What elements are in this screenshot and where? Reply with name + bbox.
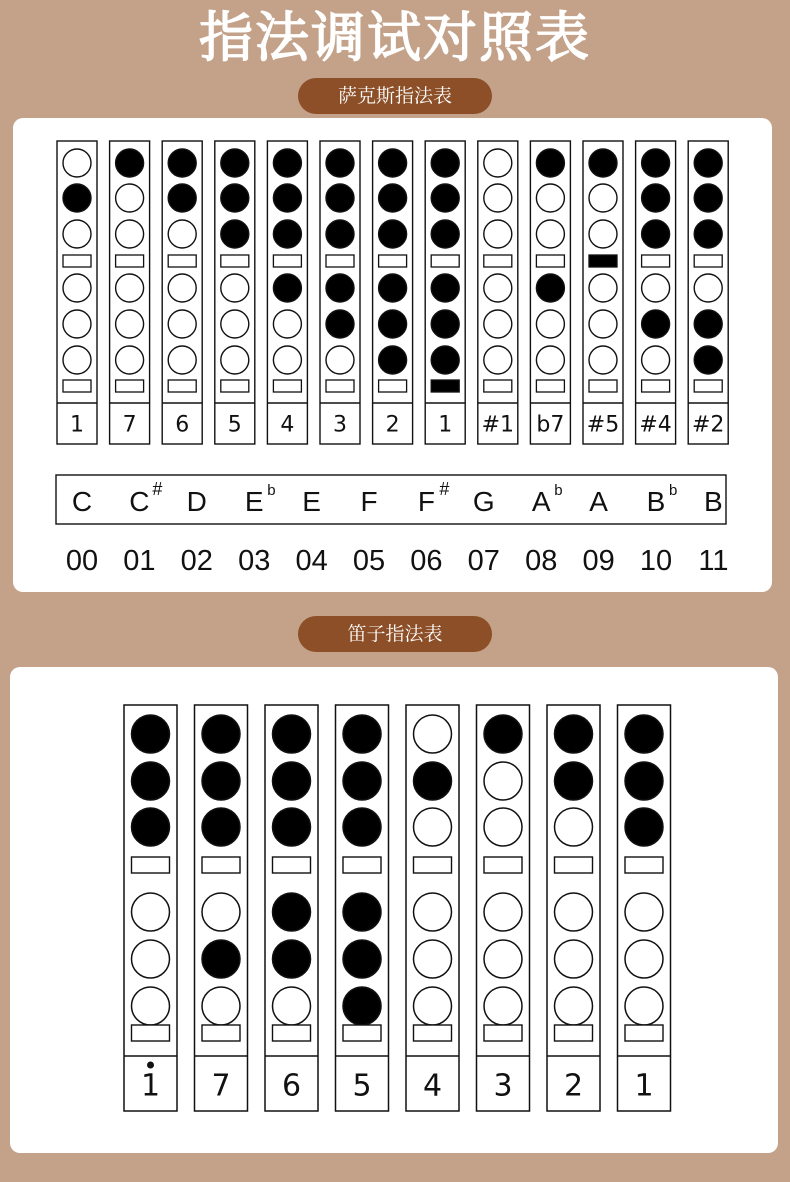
note-number: 01 (123, 545, 156, 577)
open-key-icon (273, 380, 301, 392)
flute-column (124, 705, 177, 1111)
open-key-icon (116, 380, 144, 392)
closed-hole-icon (273, 149, 301, 177)
open-hole-icon (536, 184, 564, 212)
note-letter: A (531, 486, 551, 517)
flute-column-label: 2 (563, 1068, 584, 1104)
closed-hole-icon (379, 274, 407, 302)
open-hole-icon (484, 149, 512, 177)
open-key-icon (625, 857, 663, 873)
note-number: 03 (238, 545, 271, 577)
open-hole-icon (414, 893, 452, 931)
open-hole-icon (484, 346, 512, 374)
closed-hole-icon (63, 184, 91, 212)
closed-hole-icon (379, 184, 407, 212)
flute-fingering-panel (10, 667, 778, 1153)
open-key-icon (326, 255, 354, 267)
flute-column-label: 5 (352, 1068, 372, 1104)
open-hole-icon (202, 893, 240, 931)
sax-column (636, 141, 676, 444)
open-key-icon (273, 1025, 311, 1041)
closed-hole-icon (431, 220, 459, 248)
open-hole-icon (414, 987, 452, 1025)
open-hole-icon (589, 184, 617, 212)
open-key-icon (484, 380, 512, 392)
closed-hole-icon (431, 274, 459, 302)
note-accidental: b (669, 482, 678, 499)
note-letter: E (302, 486, 321, 517)
closed-hole-icon (431, 346, 459, 374)
open-hole-icon (536, 310, 564, 338)
open-hole-icon (536, 346, 564, 374)
closed-hole-icon (625, 808, 663, 846)
sax-column (215, 141, 255, 444)
open-hole-icon (273, 987, 311, 1025)
sax-section-heading: 萨克斯指法表 (298, 78, 492, 114)
open-hole-icon (168, 346, 196, 374)
open-hole-icon (221, 346, 249, 374)
open-hole-icon (221, 274, 249, 302)
open-hole-icon (625, 940, 663, 978)
note-number: 07 (467, 545, 500, 577)
open-hole-icon (168, 310, 196, 338)
sax-column (478, 141, 518, 444)
open-hole-icon (414, 808, 452, 846)
sax-column-label: 2 (385, 412, 400, 438)
open-hole-icon (414, 715, 452, 753)
closed-hole-icon (326, 184, 354, 212)
sax-column (688, 141, 728, 444)
open-hole-icon (484, 893, 522, 931)
closed-key-icon (589, 255, 617, 267)
closed-hole-icon (168, 184, 196, 212)
closed-hole-icon (326, 274, 354, 302)
open-key-icon (273, 857, 311, 873)
open-key-icon (116, 255, 144, 267)
flute-section-heading: 笛子指法表 (298, 616, 492, 652)
flute-column (336, 705, 389, 1111)
closed-hole-icon (221, 149, 249, 177)
closed-hole-icon (536, 149, 564, 177)
open-hole-icon (625, 987, 663, 1025)
sax-column-label: 3 (333, 412, 347, 438)
open-key-icon (694, 380, 722, 392)
open-key-icon (694, 255, 722, 267)
note-name (473, 486, 495, 517)
open-hole-icon (116, 310, 144, 338)
open-hole-icon (536, 220, 564, 248)
closed-hole-icon (536, 274, 564, 302)
open-key-icon (625, 1025, 663, 1041)
closed-hole-icon (326, 149, 354, 177)
open-key-icon (326, 380, 354, 392)
flute-column-label: 1 (140, 1068, 161, 1104)
closed-hole-icon (273, 220, 301, 248)
open-hole-icon (168, 220, 196, 248)
open-key-icon (63, 255, 91, 267)
note-number: 05 (352, 545, 386, 577)
open-hole-icon (642, 346, 670, 374)
closed-hole-icon (379, 220, 407, 248)
note-number: 10 (639, 545, 673, 577)
note-letter: C (71, 486, 93, 517)
closed-hole-icon (642, 220, 670, 248)
closed-hole-icon (555, 762, 593, 800)
note-accidental: # (439, 479, 450, 499)
sax-column-label: 1 (438, 412, 453, 438)
sax-column-label: #2 (691, 412, 725, 438)
closed-hole-icon (642, 310, 670, 338)
open-key-icon (343, 1025, 381, 1041)
open-hole-icon (132, 893, 170, 931)
open-key-icon (589, 380, 617, 392)
note-name (302, 486, 321, 517)
closed-hole-icon (431, 310, 459, 338)
open-key-icon (555, 1025, 593, 1041)
open-key-icon (221, 255, 249, 267)
note-name (589, 486, 608, 517)
closed-hole-icon (694, 184, 722, 212)
open-key-icon (168, 255, 196, 267)
page-title: 指法调试对照表 (199, 6, 591, 69)
open-key-icon (343, 857, 381, 873)
open-hole-icon (116, 274, 144, 302)
closed-hole-icon (625, 762, 663, 800)
closed-hole-icon (414, 762, 452, 800)
open-key-icon (132, 1025, 170, 1041)
closed-hole-icon (326, 310, 354, 338)
sax-column (162, 141, 202, 444)
sax-column (320, 141, 360, 444)
open-hole-icon (273, 346, 301, 374)
closed-hole-icon (694, 149, 722, 177)
open-hole-icon (326, 346, 354, 374)
open-key-icon (642, 255, 670, 267)
open-key-icon (536, 380, 564, 392)
sax-column-label: 1 (70, 412, 84, 438)
closed-hole-icon (202, 940, 240, 978)
open-hole-icon (555, 940, 593, 978)
note-name (72, 486, 92, 517)
open-hole-icon (116, 220, 144, 248)
open-hole-icon (132, 940, 170, 978)
sax-column (267, 141, 307, 444)
closed-hole-icon (343, 893, 381, 931)
open-key-icon (379, 255, 407, 267)
sax-column-label: b7 (536, 412, 565, 438)
closed-key-icon (431, 380, 459, 392)
closed-hole-icon (273, 808, 311, 846)
open-hole-icon (484, 184, 512, 212)
open-hole-icon (63, 310, 91, 338)
open-hole-icon (625, 893, 663, 931)
sax-fingering-panel (13, 118, 772, 592)
sax-column-label: #1 (481, 412, 515, 438)
flute-column (195, 705, 248, 1111)
open-hole-icon (589, 346, 617, 374)
closed-hole-icon (202, 715, 240, 753)
closed-hole-icon (202, 762, 240, 800)
note-letter: A (589, 486, 608, 517)
open-key-icon (414, 1025, 452, 1041)
note-letter: E (244, 486, 264, 517)
open-hole-icon (589, 274, 617, 302)
closed-hole-icon (273, 893, 311, 931)
note-number: 02 (180, 545, 213, 577)
open-key-icon (642, 380, 670, 392)
closed-hole-icon (642, 149, 670, 177)
open-key-icon (414, 857, 452, 873)
flute-column (265, 705, 318, 1111)
closed-hole-icon (273, 762, 311, 800)
open-hole-icon (202, 987, 240, 1025)
closed-hole-icon (589, 149, 617, 177)
closed-hole-icon (694, 310, 722, 338)
open-hole-icon (168, 274, 196, 302)
open-hole-icon (116, 184, 144, 212)
open-hole-icon (589, 220, 617, 248)
open-key-icon (536, 255, 564, 267)
open-key-icon (484, 255, 512, 267)
open-hole-icon (555, 987, 593, 1025)
closed-hole-icon (343, 715, 381, 753)
open-hole-icon (555, 808, 593, 846)
note-letter: F (417, 486, 435, 517)
open-hole-icon (63, 149, 91, 177)
closed-hole-icon (343, 987, 381, 1025)
note-accidental: b (554, 482, 563, 499)
open-hole-icon (484, 274, 512, 302)
sax-column-label: 7 (122, 412, 137, 438)
open-hole-icon (414, 940, 452, 978)
sax-column-label: 4 (280, 412, 295, 438)
note-letter: G (472, 486, 495, 517)
sax-column-label: #4 (639, 412, 672, 438)
open-hole-icon (484, 808, 522, 846)
open-hole-icon (589, 310, 617, 338)
note-name (187, 486, 207, 517)
open-key-icon (221, 380, 249, 392)
open-hole-icon (484, 940, 522, 978)
closed-hole-icon (343, 940, 381, 978)
open-hole-icon (63, 274, 91, 302)
closed-hole-icon (221, 220, 249, 248)
note-number: 04 (295, 545, 328, 577)
sax-column-label: #5 (586, 412, 620, 438)
note-letter: B (646, 486, 666, 517)
note-letter: D (186, 486, 207, 517)
sax-column (425, 141, 465, 444)
closed-hole-icon (132, 715, 170, 753)
closed-hole-icon (484, 715, 522, 753)
closed-hole-icon (343, 808, 381, 846)
note-number: 11 (698, 545, 729, 577)
flute-column-label: 4 (422, 1068, 443, 1104)
closed-hole-icon (132, 808, 170, 846)
flute-column (547, 705, 600, 1111)
closed-hole-icon (273, 274, 301, 302)
flute-column (406, 705, 459, 1111)
open-key-icon (132, 857, 170, 873)
closed-hole-icon (326, 220, 354, 248)
closed-hole-icon (694, 220, 722, 248)
sax-column (110, 141, 150, 444)
flute-fingering-chart (10, 667, 778, 1153)
closed-hole-icon (379, 346, 407, 374)
note-number: 08 (525, 545, 558, 577)
open-hole-icon (132, 987, 170, 1025)
closed-hole-icon (168, 149, 196, 177)
open-hole-icon (555, 893, 593, 931)
open-key-icon (63, 380, 91, 392)
closed-hole-icon (343, 762, 381, 800)
open-key-icon (168, 380, 196, 392)
closed-hole-icon (202, 808, 240, 846)
closed-hole-icon (379, 310, 407, 338)
closed-hole-icon (273, 715, 311, 753)
sax-fingering-chart (13, 118, 772, 592)
note-number: 06 (410, 545, 443, 577)
flute-column-label: 7 (211, 1068, 231, 1104)
closed-hole-icon (379, 149, 407, 177)
closed-hole-icon (555, 715, 593, 753)
closed-hole-icon (431, 184, 459, 212)
sax-column (583, 141, 623, 444)
sax-column (530, 141, 570, 444)
note-number: 09 (582, 545, 615, 577)
flute-column-label: 1 (634, 1068, 654, 1104)
flute-column (618, 705, 671, 1111)
open-hole-icon (63, 220, 91, 248)
closed-hole-icon (132, 762, 170, 800)
note-accidental: b (267, 482, 276, 499)
open-key-icon (431, 255, 459, 267)
sax-column-label: 5 (227, 412, 242, 438)
note-letter: B (704, 486, 723, 517)
note-letter: C (129, 486, 150, 517)
note-name (704, 486, 723, 517)
closed-hole-icon (273, 940, 311, 978)
open-hole-icon (221, 310, 249, 338)
open-key-icon (484, 857, 522, 873)
closed-hole-icon (642, 184, 670, 212)
sax-column-label: 6 (175, 412, 190, 438)
open-hole-icon (273, 310, 301, 338)
note-accidental: # (152, 479, 163, 499)
open-hole-icon (642, 274, 670, 302)
closed-hole-icon (221, 184, 249, 212)
note-name (360, 486, 377, 517)
open-key-icon (484, 1025, 522, 1041)
closed-hole-icon (273, 184, 301, 212)
octave-dot-icon (147, 1062, 154, 1069)
open-key-icon (555, 857, 593, 873)
closed-hole-icon (431, 149, 459, 177)
closed-hole-icon (694, 346, 722, 374)
flute-column-label: 3 (493, 1068, 513, 1104)
open-hole-icon (484, 762, 522, 800)
open-hole-icon (694, 274, 722, 302)
open-hole-icon (484, 987, 522, 1025)
flute-column (477, 705, 530, 1111)
open-key-icon (379, 380, 407, 392)
closed-hole-icon (116, 149, 144, 177)
open-key-icon (202, 857, 240, 873)
note-number: 00 (65, 545, 99, 577)
open-hole-icon (484, 310, 512, 338)
open-hole-icon (116, 346, 144, 374)
flute-column-label: 6 (281, 1068, 302, 1104)
open-hole-icon (63, 346, 91, 374)
open-key-icon (202, 1025, 240, 1041)
open-hole-icon (484, 220, 512, 248)
sax-column (373, 141, 413, 444)
closed-hole-icon (625, 715, 663, 753)
sax-column (57, 141, 97, 444)
note-letter: F (360, 486, 378, 517)
open-key-icon (273, 255, 301, 267)
